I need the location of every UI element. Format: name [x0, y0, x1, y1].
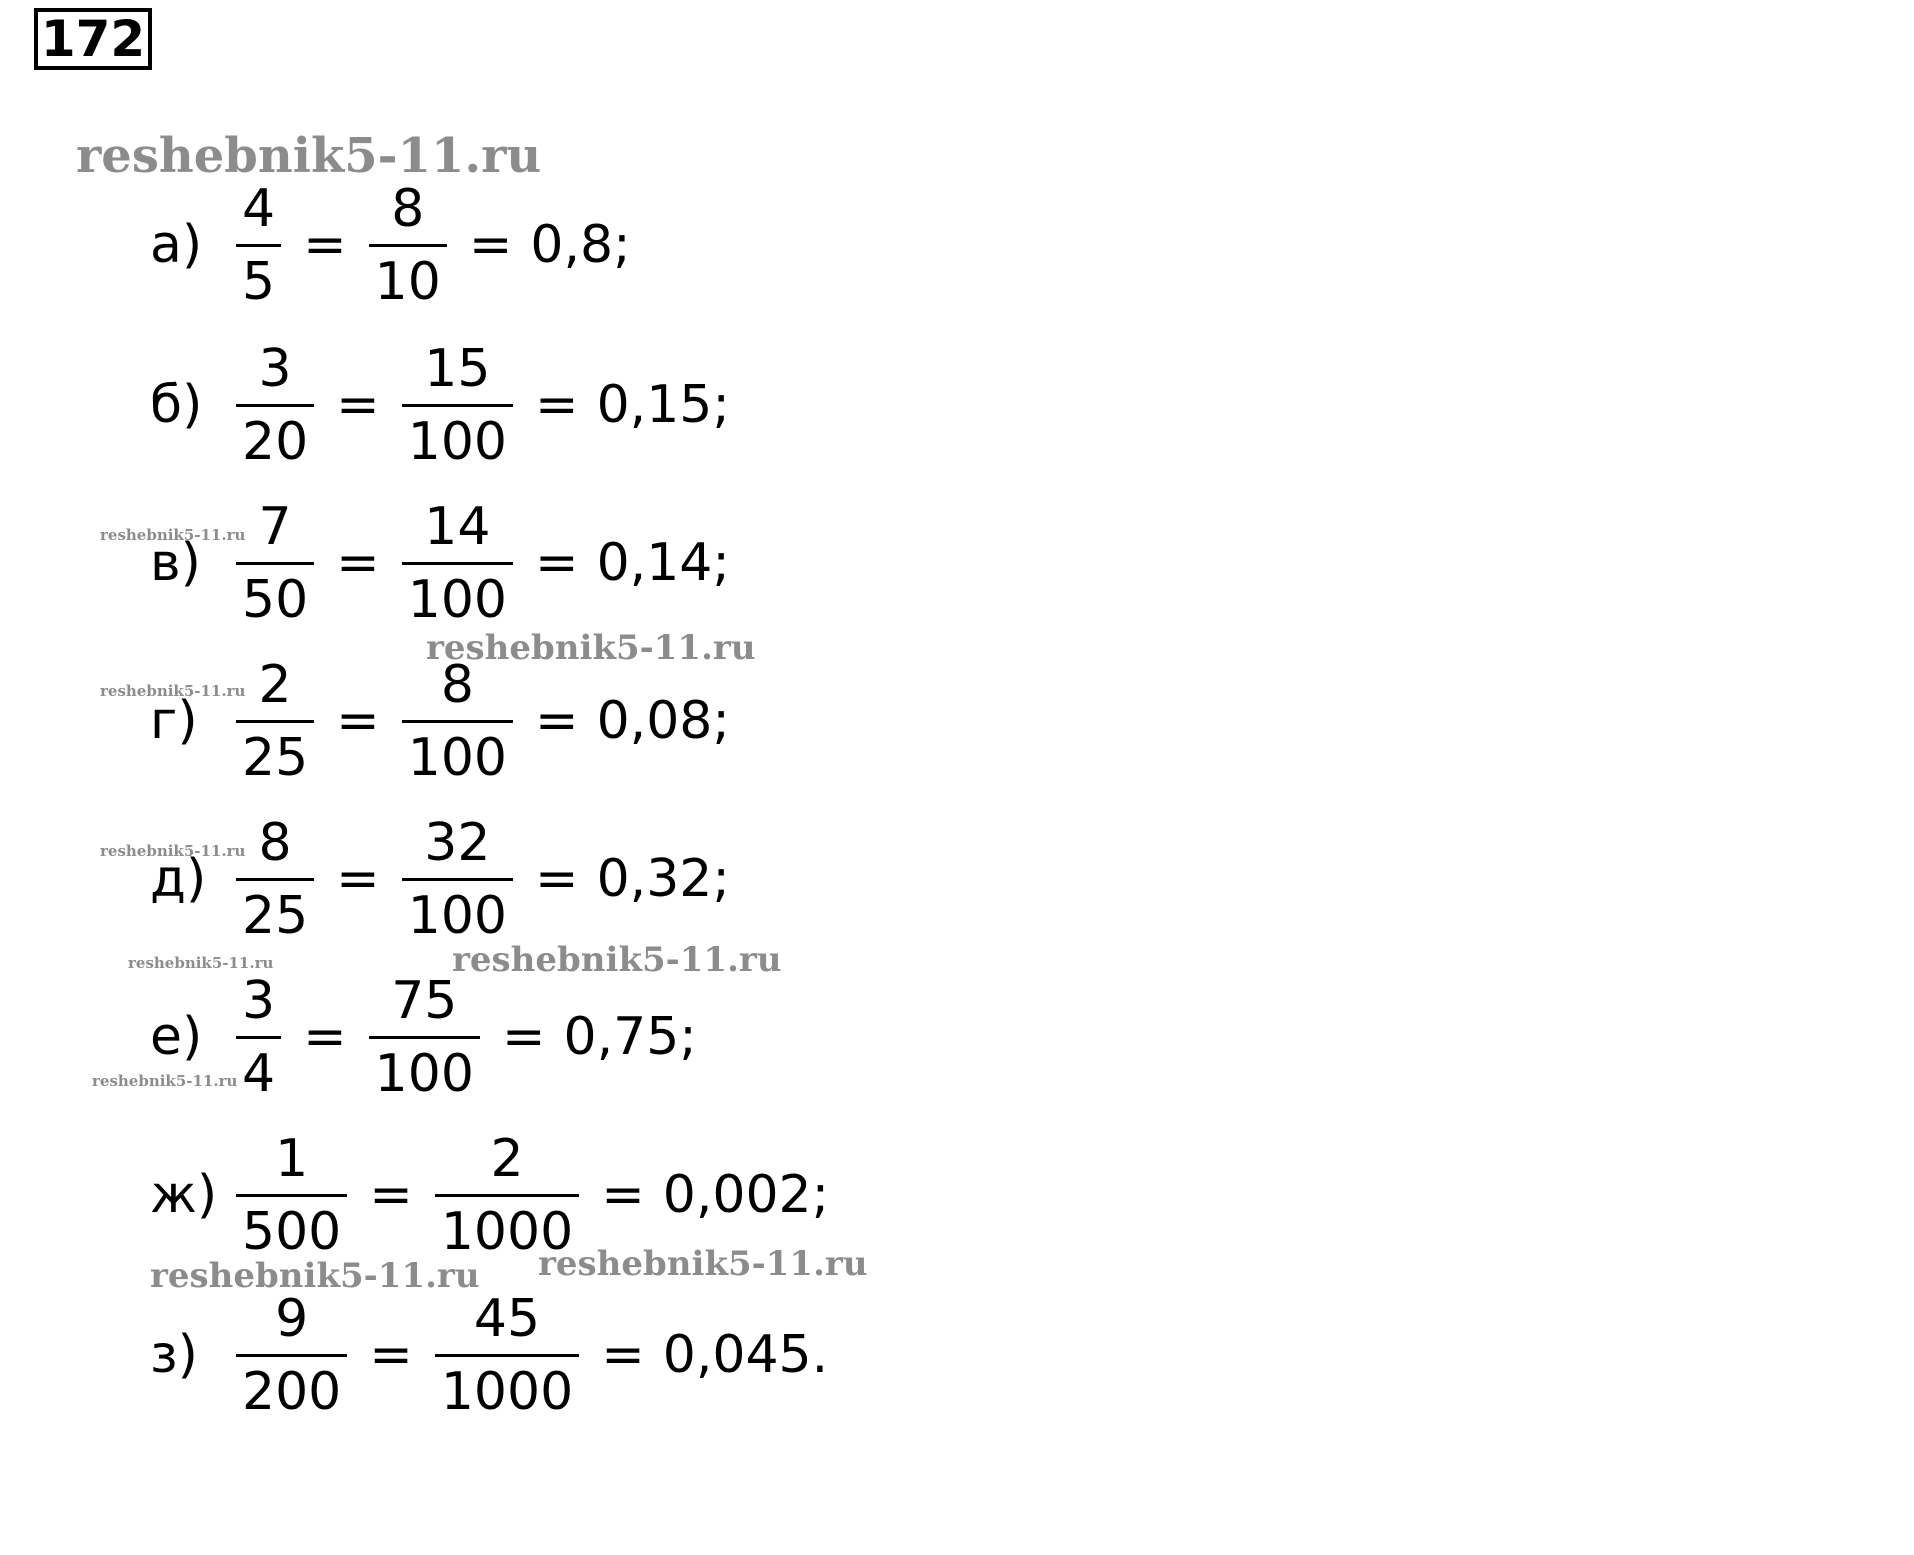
denominator: 200	[242, 1361, 342, 1422]
equation-row	[150, 962, 697, 1112]
numerator: 1	[275, 1128, 309, 1189]
fraction	[236, 1284, 347, 1427]
watermark-text: reshebnik5-11.ru	[76, 128, 542, 184]
denominator: 100	[407, 727, 508, 788]
equation-row	[150, 488, 730, 638]
equals-sign: =	[601, 1325, 645, 1385]
decimal-result: 0,8;	[530, 215, 631, 275]
denominator: 1000	[440, 1201, 574, 1262]
equals-sign: =	[303, 1007, 347, 1067]
numerator: 4	[242, 178, 276, 239]
fraction	[402, 808, 513, 951]
equals-sign: =	[336, 533, 380, 593]
fraction	[236, 650, 314, 793]
numerator: 75	[391, 970, 458, 1031]
denominator: 50	[242, 569, 309, 630]
fraction	[402, 492, 513, 635]
watermark-text: reshebnik5-11.ru	[150, 1256, 480, 1296]
equation-row	[150, 170, 631, 320]
numerator: 8	[391, 178, 425, 239]
fraction	[236, 808, 314, 951]
equals-sign: =	[535, 533, 579, 593]
fraction	[236, 492, 314, 635]
denominator: 20	[242, 411, 309, 472]
equals-sign: =	[501, 1007, 546, 1067]
denominator: 1000	[440, 1361, 574, 1422]
equals-sign: =	[468, 215, 513, 275]
numerator: 7	[258, 496, 292, 557]
decimal-result: 0,08;	[596, 691, 730, 751]
fraction	[402, 650, 513, 793]
denominator: 100	[374, 1043, 474, 1104]
equation-label: д)	[150, 849, 207, 909]
denominator: 25	[242, 727, 309, 788]
equation-row	[150, 330, 730, 480]
equation-row	[150, 1120, 829, 1270]
decimal-result: 0,32;	[596, 849, 730, 909]
equation-label: е)	[150, 1007, 203, 1067]
equation-row	[150, 804, 730, 954]
denominator: 5	[242, 251, 276, 312]
equation-label: г)	[150, 691, 198, 751]
equals-sign: =	[369, 1165, 413, 1225]
denominator: 100	[407, 411, 508, 472]
fraction	[369, 966, 480, 1109]
task-number-box: 172	[34, 8, 152, 70]
fraction	[435, 1284, 579, 1427]
numerator: 8	[440, 654, 474, 715]
equation-label: а)	[150, 215, 203, 275]
denominator: 25	[242, 885, 309, 946]
numerator: 15	[424, 338, 491, 399]
denominator: 4	[242, 1043, 276, 1104]
numerator: 3	[242, 970, 276, 1031]
watermark-text: reshebnik5-11.ru	[100, 842, 246, 860]
equals-sign: =	[369, 1325, 413, 1385]
fraction	[369, 174, 447, 317]
equals-sign: =	[336, 849, 380, 909]
watermark-text: reshebnik5-11.ru	[452, 940, 782, 980]
equals-sign: =	[535, 375, 579, 435]
numerator: 8	[258, 812, 292, 873]
fraction	[236, 174, 281, 317]
fraction	[402, 334, 513, 477]
watermark-text: reshebnik5-11.ru	[100, 526, 246, 544]
equation-label: б)	[150, 375, 203, 435]
decimal-result: 0,15;	[596, 375, 730, 435]
watermark-text: reshebnik5-11.ru	[538, 1244, 868, 1284]
equation-row	[150, 1280, 828, 1430]
decimal-result: 0,045.	[662, 1325, 829, 1385]
watermark-text: reshebnik5-11.ru	[100, 682, 246, 700]
watermark-text: reshebnik5-11.ru	[128, 954, 274, 972]
numerator: 45	[473, 1288, 541, 1349]
numerator: 3	[258, 338, 292, 399]
denominator: 100	[407, 885, 508, 946]
watermark-text: reshebnik5-11.ru	[426, 628, 756, 668]
equals-sign: =	[535, 691, 579, 751]
equals-sign: =	[303, 215, 347, 275]
numerator: 9	[275, 1288, 309, 1349]
decimal-result: 0,75;	[563, 1007, 697, 1067]
denominator: 10	[374, 251, 441, 312]
fraction	[236, 334, 314, 477]
decimal-result: 0,14;	[596, 533, 730, 593]
equation-label: ж)	[150, 1165, 218, 1225]
equals-sign: =	[601, 1165, 645, 1225]
numerator: 2	[490, 1128, 524, 1189]
equation-label: в)	[150, 533, 201, 593]
numerator: 2	[258, 654, 292, 715]
denominator: 100	[407, 569, 508, 630]
fraction	[435, 1124, 579, 1267]
equation-label: з)	[150, 1325, 198, 1385]
fraction	[236, 966, 281, 1109]
watermark-text: reshebnik5-11.ru	[92, 1072, 238, 1090]
fraction	[236, 1124, 347, 1267]
denominator: 500	[242, 1201, 342, 1262]
equation-row	[150, 646, 730, 796]
equals-sign: =	[535, 849, 579, 909]
numerator: 32	[424, 812, 491, 873]
equals-sign: =	[336, 691, 380, 751]
numerator: 14	[424, 496, 491, 557]
equals-sign: =	[336, 375, 380, 435]
decimal-result: 0,002;	[662, 1165, 830, 1225]
